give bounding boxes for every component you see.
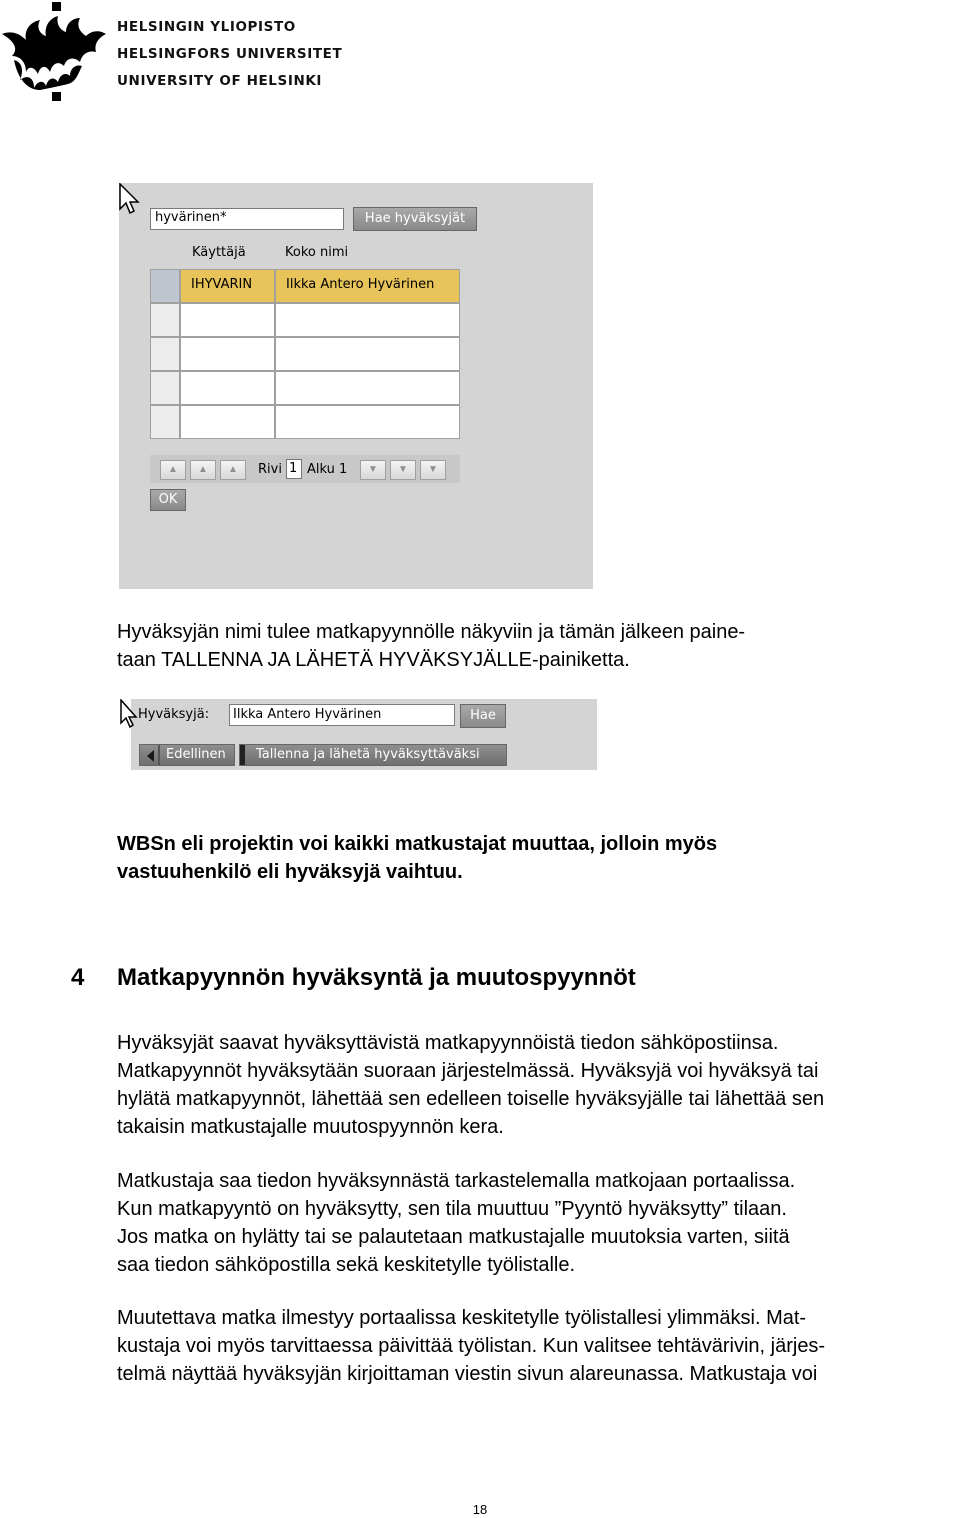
row-selector[interactable] [150,405,180,439]
row-selector[interactable] [150,371,180,405]
text-line: WBSn eli projektin voi kaikki matkustajat muuttaa, jolloin myös [117,833,718,855]
text-line: kustaja voi myös tarvittaessa päivittää työlistan. Kun valitsee tehtävärivin, järjes- [117,1335,826,1357]
cell-full-name [275,371,460,405]
column-header-full-name: Koko nimi [285,245,349,260]
university-names [117,14,342,95]
row-label: Rivi [258,462,282,477]
previous-button[interactable] [139,744,235,766]
start-label: Alku 1 [307,462,348,477]
paragraph-worklist-info [117,1304,960,1388]
text-line: taan TALLENNA JA LÄHETÄ HYVÄKSYJÄLLE-painiketta. [117,649,630,671]
cell-user [180,371,275,405]
table-row[interactable] [150,371,460,405]
helsinki-flame-logo-icon [0,0,110,105]
mouse-cursor-icon [120,699,140,729]
previous-button-label: Edellinen [166,747,226,762]
table-row[interactable] [150,405,460,439]
page-number: 18 [472,1502,488,1517]
paragraph-wbs-note [117,830,960,886]
text-line: Kun matkapyyntö on hyväksytty, sen tila muuttuu ”Pyyntö hyväksytty” tilaan. [117,1198,787,1220]
cell-full-name [275,337,460,371]
table-row[interactable] [150,269,460,303]
previous-row-icon[interactable]: ▲ [220,460,246,480]
text-line: Jos matka on hylätty tai se palautetaan matkustajalle muutoksia varten, siitä [117,1226,790,1248]
save-and-send-label: Tallenna ja lähetä hyväksyttäväksi [256,747,480,762]
text-line: Matkustaja saa tiedon hyväksynnästä tarkastelemalla matkojaan portaalissa. [117,1170,796,1192]
cell-full-name: Ilkka Antero Hyvärinen [275,269,460,303]
paragraph-traveller-info [117,1167,960,1279]
cell-user: IHYVARIN [180,269,275,303]
section-number: 4 [71,964,85,991]
text-line: takaisin matkustajalle muutospyynnön kera. [117,1116,504,1138]
paragraph-approvers-info [117,1029,960,1141]
university-name-fi: HELSINGIN YLIOPISTO [117,19,296,35]
approver-search-input[interactable]: hyvärinen* [150,208,344,230]
text-line: saa tiedon sähköpostilla sekä keskitetylle työlistalle. [117,1254,576,1276]
page-down-icon[interactable]: ▼ [390,460,416,480]
first-page-icon[interactable]: ▲ [160,460,186,480]
approver-label: Hyväksyjä: [138,707,210,722]
cell-user [180,303,275,337]
university-name-en: UNIVERSITY OF HELSINKI [117,73,323,89]
text-line: hylätä matkapyynnöt, lähettää sen edelleen toiselle hyväksyjälle tai lähettää sen [117,1088,825,1110]
text-line: Muutettava matka ilmestyy portaalissa keskitetylle työlistallesi ylimmäksi. Mat- [117,1307,807,1329]
next-row-icon[interactable]: ▼ [360,460,386,480]
text-line: Matkapyynnöt hyväksytään suoraan järjestelmässä. Hyväksyjä voi hyväksyä tai [117,1060,819,1082]
text-line: Hyväksyjät saavat hyväksyttävistä matkapyynnöistä tiedon sähköpostiinsa. [117,1032,779,1054]
page-up-icon[interactable]: ▲ [190,460,216,480]
paragraph-approver-name [117,618,960,674]
row-selector[interactable] [150,269,180,303]
approver-field[interactable]: Ilkka Antero Hyvärinen [229,704,455,726]
text-line: Hyväksyjän nimi tulee matkapyynnölle näkyviin ja tämän jälkeen paine- [117,621,746,643]
approver-selected-screenshot [131,699,597,770]
row-selector[interactable] [150,337,180,371]
cell-user [180,337,275,371]
approver-search-screenshot [119,183,593,589]
text-line: telmä näyttää hyväksyjän kirjoittaman viestin sivun alareunassa. Matkustaja voi [117,1363,818,1385]
search-approvers-button[interactable]: Hae hyväksyjät [353,207,477,231]
table-pager [150,455,460,483]
row-selector[interactable] [150,303,180,337]
search-button[interactable]: Hae [460,704,506,728]
table-row[interactable] [150,337,460,371]
save-and-send-button[interactable] [239,744,507,766]
row-number-input[interactable]: 1 [286,459,302,479]
ok-button[interactable]: OK [150,489,186,511]
cell-full-name [275,405,460,439]
cell-user [180,405,275,439]
table-row[interactable] [150,303,460,337]
mouse-cursor-icon [119,183,141,215]
text-line: vastuuhenkilö eli hyväksyjä vaihtuu. [117,861,463,883]
university-name-sv: HELSINGFORS UNIVERSITET [117,46,343,62]
last-page-icon[interactable]: ▼ [420,460,446,480]
university-logo [0,0,110,105]
column-header-user: Käyttäjä [192,245,246,260]
cell-full-name [275,303,460,337]
section-title: Matkapyynnön hyväksyntä ja muutospyynnöt [117,964,636,991]
arrow-left-icon [147,750,154,762]
